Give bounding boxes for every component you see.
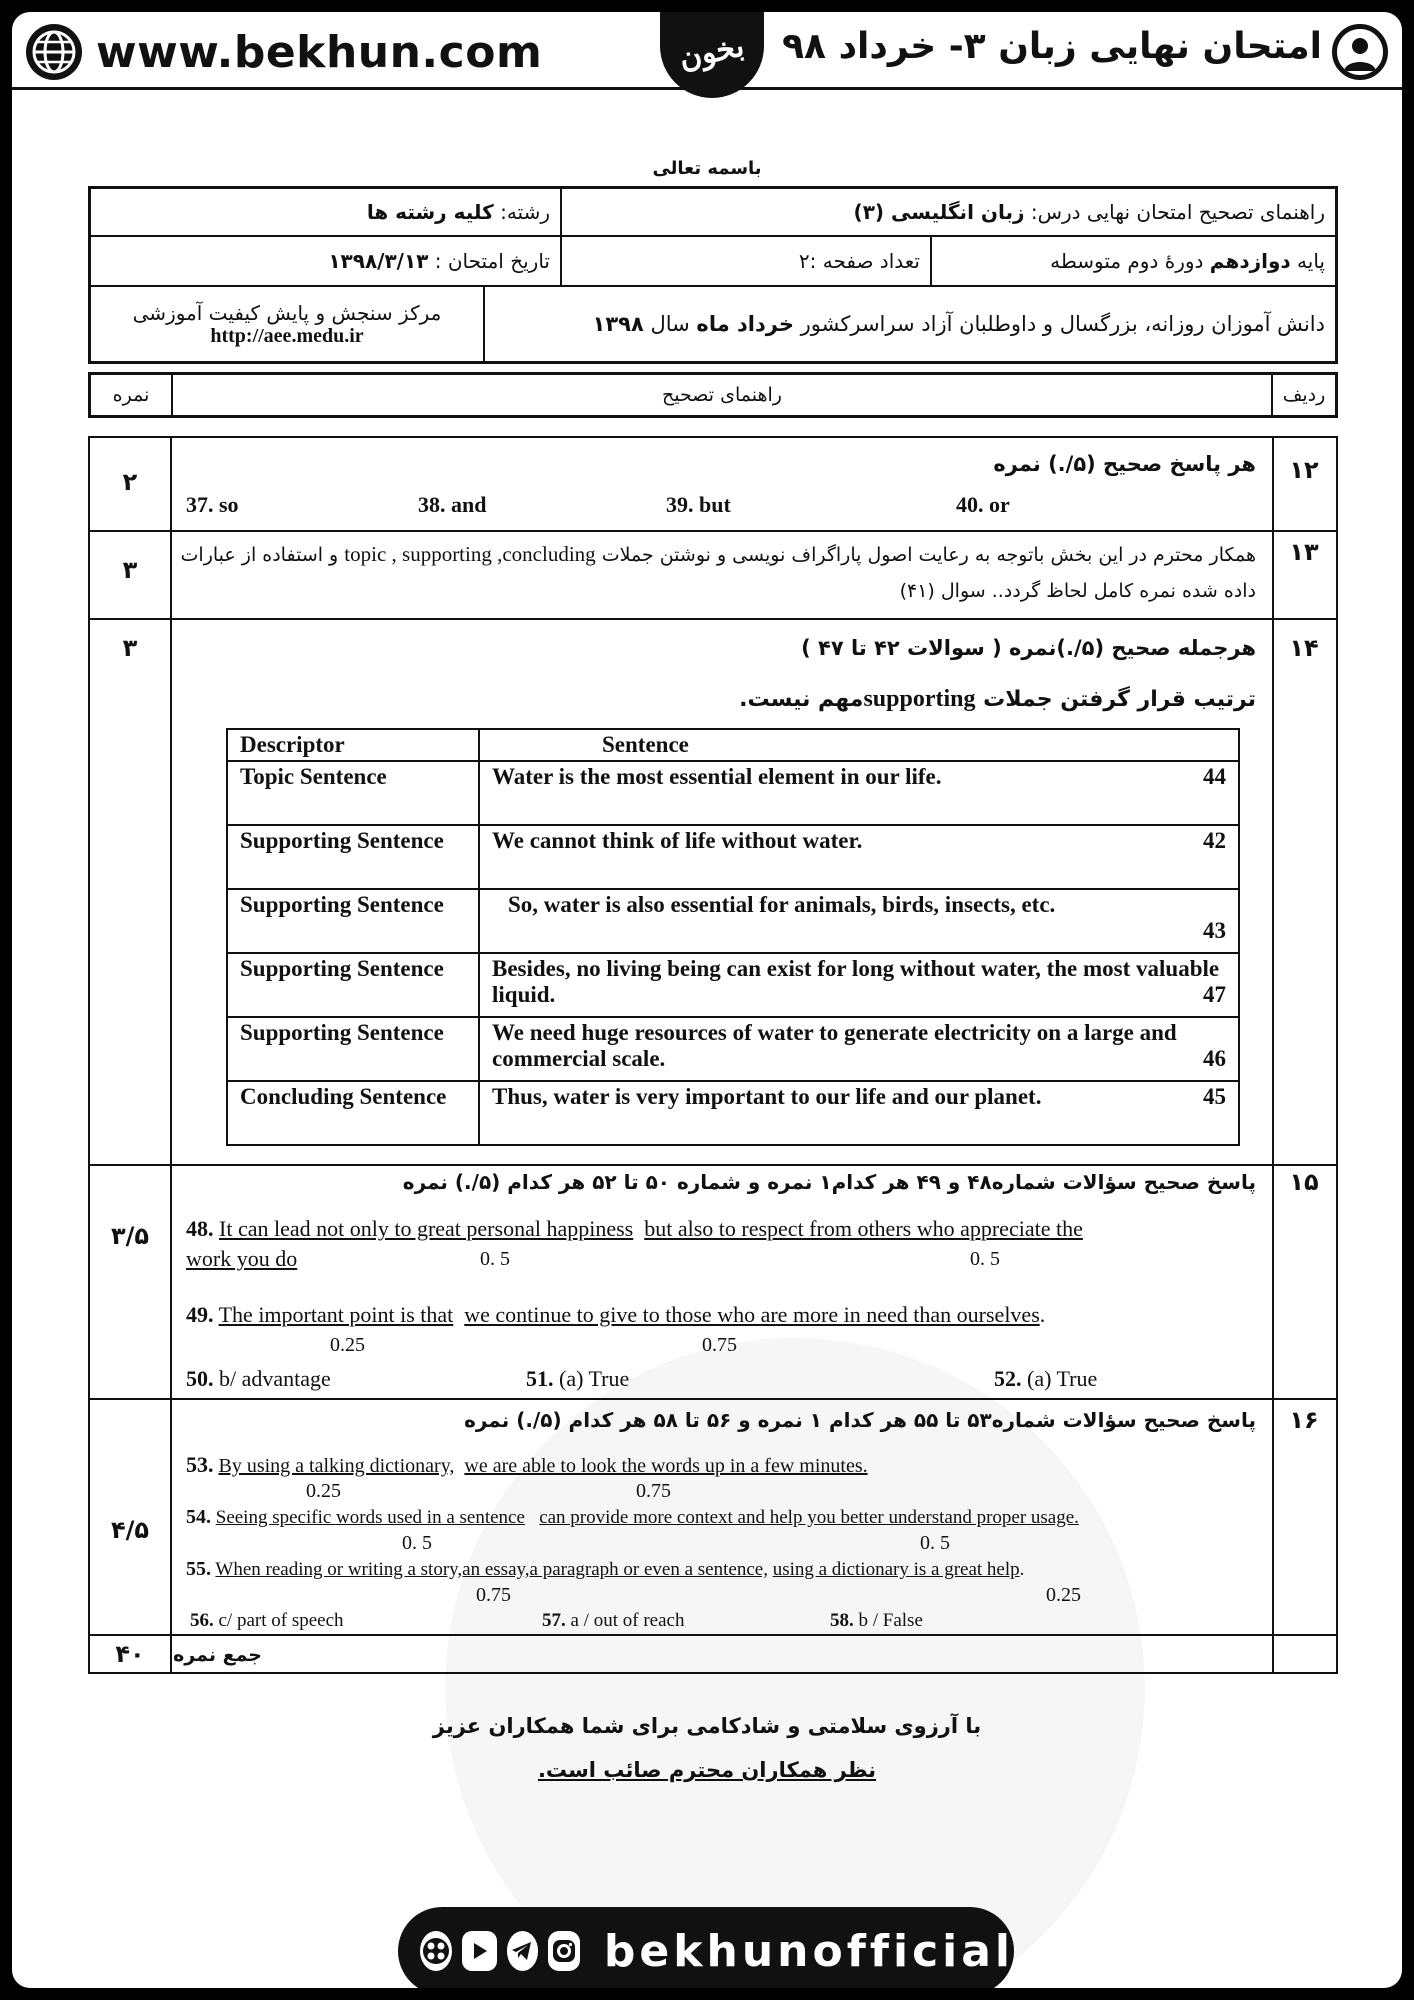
- globe-icon: [26, 24, 82, 80]
- grade: دوازدهم: [1209, 249, 1291, 273]
- film-reel-icon[interactable]: [420, 1931, 452, 1971]
- exam-month: خرداد ماه: [696, 312, 794, 336]
- students-text: دانش آموزان روزانه، بزرگسال و داوطلبان آزاد سراسرکشور: [800, 312, 1325, 336]
- sentence-text: Thus, water is very important to our life and our planet.: [492, 1084, 1042, 1109]
- answer-part: using a dictionary is a great help: [772, 1559, 1020, 1580]
- row-column-header: ردیف: [1271, 375, 1335, 415]
- q15-title: پاسخ صحیح سؤالات شماره۴۸ و ۴۹ هر کدام۱ نمره و شماره ۵۰ تا ۵۲ هر کدام (۵/.) نمره: [402, 1170, 1256, 1194]
- guide-label: راهنمای تصحیح امتحان نهایی درس:: [1030, 200, 1325, 224]
- row-number: ۱۶: [1289, 1406, 1319, 1434]
- descriptor-cell: Concluding Sentence: [227, 1081, 479, 1145]
- answer-number: 57.: [542, 1610, 566, 1631]
- row-score: ۳/۵: [110, 1222, 150, 1250]
- row-score: ۳: [122, 556, 138, 584]
- field-name: کلیه رشته ها: [366, 200, 494, 224]
- answer-57: [542, 1610, 684, 1632]
- answer-number: 55.: [186, 1558, 211, 1580]
- exam-title: امتحان نهایی زبان ۳- خرداد ۹۸: [782, 26, 1322, 67]
- answer-part: we continue to give to those who are more in need than ourselves: [464, 1302, 1040, 1327]
- sentence-cell: [479, 761, 1239, 825]
- sentence-text: So, water is also essential for animals, birds, insects, etc.: [508, 892, 1056, 917]
- answer-56: [190, 1610, 344, 1632]
- answer-39: 39. but: [666, 492, 731, 517]
- row-number: ۱۲: [1289, 456, 1319, 484]
- answer-part: The important point is that: [218, 1302, 454, 1327]
- sentence-number: 47: [1203, 982, 1226, 1007]
- row-number: ۱۳: [1289, 538, 1319, 566]
- date-label: تاریخ امتحان :: [434, 249, 550, 273]
- sentence-text: Water is the most essential element in our life.: [492, 764, 942, 789]
- sentence-cell: [479, 1081, 1239, 1145]
- answer-part: but also to respect from others who appreciate the: [644, 1216, 1083, 1241]
- answer-end: .: [1039, 1302, 1046, 1327]
- sentence-number: 44: [1203, 764, 1226, 789]
- answer-number: 50.: [186, 1366, 214, 1391]
- answer-number: 58.: [830, 1610, 854, 1631]
- answer-37: 37. so: [186, 492, 239, 517]
- brand-logo: [660, 12, 764, 98]
- sentence-number: 46: [1203, 1046, 1226, 1071]
- answer-text: (a) True: [559, 1366, 630, 1391]
- sentence-number: 42: [1203, 828, 1226, 853]
- points-label: 0.75: [636, 1480, 671, 1502]
- telegram-icon[interactable]: [507, 1931, 539, 1971]
- descriptor-header: Descriptor: [227, 729, 479, 761]
- user-icon: [1332, 24, 1388, 80]
- points-label: 0. 5: [402, 1532, 432, 1554]
- sentence-cell: [479, 1017, 1239, 1081]
- center-cell: [91, 287, 483, 361]
- grade-cell: [930, 237, 1335, 285]
- sentence-text: Besides, no living being can exist for long without water, the most valuable liquid.: [492, 956, 1220, 1007]
- points-label: 0.25: [1046, 1584, 1081, 1606]
- answer-54: [186, 1506, 1079, 1529]
- grade-prefix: پایه: [1297, 249, 1325, 273]
- answer-text: c/ part of speech: [218, 1610, 344, 1631]
- answer-number: 51.: [526, 1366, 554, 1391]
- descriptor-cell: Topic Sentence: [227, 761, 479, 825]
- social-handle[interactable]: bekhunofficial: [603, 1925, 1015, 1977]
- answer-part: By using a talking dictionary,: [218, 1455, 455, 1477]
- answer-part: Seeing specific words used in a sentence: [215, 1507, 525, 1528]
- answer-number: 54.: [186, 1506, 211, 1528]
- answer-part: work you do: [186, 1246, 298, 1271]
- grade-suffix: دورهٔ دوم متوسطه: [1050, 249, 1204, 273]
- social-bar: [398, 1907, 1014, 1988]
- total-label: جمع نمره: [173, 1644, 262, 1666]
- descriptor-cell: Supporting Sentence: [227, 825, 479, 889]
- page: [12, 12, 1402, 1988]
- row-score: ۳: [122, 634, 138, 662]
- date-cell: [91, 237, 560, 285]
- answer-51: [526, 1366, 629, 1392]
- answer-part: It can lead not only to great personal happiness: [219, 1216, 634, 1241]
- exam-info-box: [88, 186, 1338, 364]
- score-column-header: نمره: [112, 384, 150, 406]
- answer-table-header: [88, 372, 1338, 418]
- answer-55: [186, 1558, 1024, 1581]
- field-cell: [91, 189, 560, 235]
- answer-48-line2: [186, 1246, 297, 1272]
- sentence-cell: [479, 825, 1239, 889]
- points-label: 0.25: [306, 1480, 341, 1502]
- answer-part: When reading or writing a story,an essay,a paragraph or even a sentence,: [215, 1559, 768, 1580]
- answer-number: 56.: [190, 1610, 214, 1631]
- q13-text-2: و استفاده از عبارات: [180, 544, 339, 566]
- q12-title: هر پاسخ صحیح (۵/.) نمره: [993, 452, 1256, 476]
- answer-48-line1: [186, 1216, 1083, 1242]
- q14-note: [739, 686, 1256, 713]
- row-number: ۱۴: [1289, 634, 1319, 662]
- sentence-number: 43: [1203, 918, 1226, 943]
- course-name: زبان انگلیسی (۳): [853, 200, 1025, 224]
- sentence-cell: [479, 953, 1239, 1017]
- points-label: 0. 5: [920, 1532, 950, 1554]
- q14-note-text: ترتیب قرار گرفتن جملات: [983, 687, 1256, 712]
- answer-end: .: [1019, 1559, 1025, 1580]
- year-label: سال: [650, 312, 690, 336]
- center-name: مرکز سنجش و پایش کیفیت آموزشی: [132, 300, 442, 325]
- q13-instruction: [181, 542, 1256, 567]
- descriptor-cell: Supporting Sentence: [227, 889, 479, 953]
- sentence-cell: [479, 889, 1239, 953]
- q14-note-term: supporting: [863, 686, 976, 712]
- exam-date: ۱۳۹۸/۳/۱۳: [328, 249, 429, 273]
- youtube-icon[interactable]: [462, 1931, 497, 1971]
- row-score: ۴/۵: [110, 1516, 150, 1544]
- closing-note-text: نظر همکاران محترم صائب است.: [537, 1758, 877, 1782]
- page-count: تعداد صفحه :۲: [798, 249, 920, 273]
- course-cell: [560, 189, 1335, 235]
- points-label: 0.75: [476, 1584, 511, 1606]
- q14-title: هرجمله صحیح (۵/.)نمره ( سوالات ۴۲ تا ۴۷ ): [801, 636, 1256, 660]
- answer-text: (a) True: [1027, 1366, 1098, 1391]
- points-label: 0. 5: [480, 1248, 510, 1270]
- sentence-text: We need huge resources of water to generate electricity on a large and commercial scale.: [492, 1020, 1177, 1071]
- field-label: رشته:: [500, 200, 550, 224]
- answer-part: can provide more context and help you better understand proper usage.: [539, 1507, 1079, 1528]
- points-label: 0.25: [330, 1334, 365, 1356]
- site-link[interactable]: [26, 24, 542, 80]
- students-cell: [483, 287, 1335, 361]
- answer-53: [186, 1452, 868, 1478]
- answer-49: [186, 1302, 1045, 1328]
- sentence-number: 45: [1203, 1084, 1226, 1109]
- sentence-header: Sentence: [479, 729, 1239, 761]
- watermark-logo: [445, 1338, 1145, 1988]
- pages-cell: [560, 237, 930, 285]
- answer-text: a / out of reach: [570, 1610, 685, 1631]
- instagram-icon[interactable]: [548, 1931, 580, 1971]
- exam-year: ۱۳۹۸: [592, 312, 644, 336]
- answer-table: [88, 436, 1338, 1674]
- bismillah: باسمه تعالی: [652, 158, 762, 179]
- guide-column-header: راهنمای تصحیح: [171, 375, 1271, 415]
- answer-50: [186, 1366, 331, 1392]
- q13-terms: topic , supporting ,concluding: [344, 542, 596, 566]
- answer-58: [830, 1610, 923, 1632]
- answer-40: 40. or: [956, 492, 1010, 517]
- logo-text: بخون: [676, 28, 748, 76]
- row-number: ۱۵: [1289, 1168, 1319, 1196]
- q14-note-end: مهم نیست.: [739, 687, 864, 712]
- q16-title: پاسخ صحیح سؤالات شماره۵۳ تا ۵۵ هر کدام ۱ نمره و ۵۶ تا ۵۸ هر کدام (۵/.) نمره: [464, 1408, 1256, 1432]
- answer-text: b / False: [858, 1610, 923, 1631]
- total-score: ۴۰: [115, 1640, 145, 1668]
- closing-note: [12, 1758, 1402, 1782]
- closing-wish: با آرزوی سلامتی و شادکامی برای شما همکاران عزیز: [432, 1714, 982, 1738]
- header-bar: [12, 12, 1402, 90]
- sentence-text: We cannot think of life without water.: [492, 828, 863, 853]
- row-score: ۲: [122, 468, 138, 496]
- answer-number: 49.: [186, 1302, 214, 1327]
- answer-number: 52.: [994, 1366, 1022, 1391]
- points-label: 0. 5: [970, 1248, 1000, 1270]
- center-website[interactable]: http://aee.medu.ir: [210, 324, 364, 347]
- answer-text: b/ advantage: [219, 1366, 331, 1391]
- descriptor-table: [226, 728, 1240, 1146]
- answer-number: 53.: [186, 1452, 214, 1477]
- answer-38: 38. and: [418, 492, 487, 517]
- q13-note: داده شده نمره کامل لحاظ گردد.. سوال (۴۱): [899, 580, 1256, 602]
- points-label: 0.75: [702, 1334, 737, 1356]
- descriptor-cell: Supporting Sentence: [227, 953, 479, 1017]
- q13-text-1: همکار محترم در این بخش باتوجه به رعایت اصول پاراگراف نویسی و نوشتن جملات: [601, 544, 1256, 566]
- answer-number: 48.: [186, 1216, 214, 1241]
- site-url[interactable]: www.bekhun.com: [96, 26, 543, 78]
- answer-52: [994, 1366, 1097, 1392]
- descriptor-cell: Supporting Sentence: [227, 1017, 479, 1081]
- answer-part: we are able to look the words up in a few minutes.: [464, 1455, 868, 1477]
